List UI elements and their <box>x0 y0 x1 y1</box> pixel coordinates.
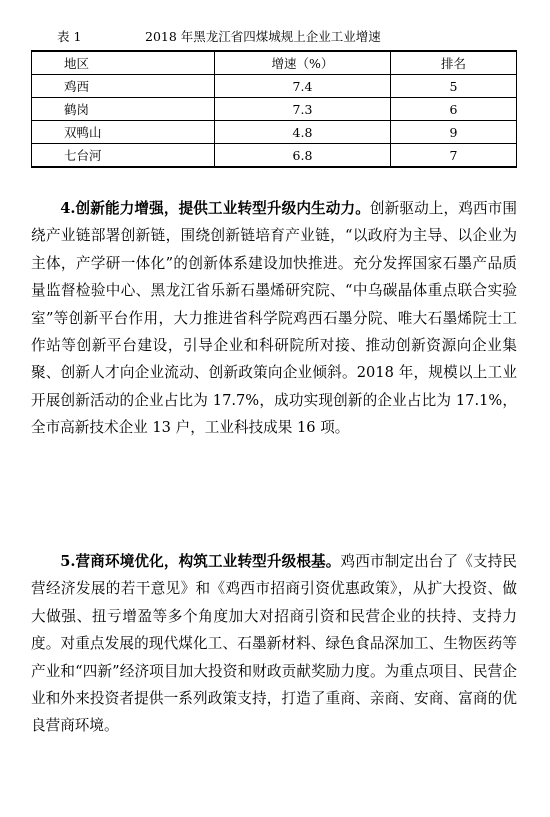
table-row <box>32 121 517 144</box>
section-4-paragraph <box>31 195 517 442</box>
column-header-growth: 增速（%） <box>215 51 391 75</box>
cell-rank: 5 <box>391 75 517 98</box>
growth-table <box>31 50 517 168</box>
cell-rank: 9 <box>391 121 517 144</box>
cell-region: 双鸭山 <box>32 121 215 144</box>
column-header-region: 地区 <box>32 51 215 75</box>
cell-rank: 6 <box>391 98 517 121</box>
cell-region: 七台河 <box>32 144 215 168</box>
table-row <box>32 75 517 98</box>
cell-growth: 7.3 <box>215 98 391 121</box>
section-5-paragraph <box>31 548 517 740</box>
cell-growth: 7.4 <box>215 75 391 98</box>
table-header-row <box>32 51 517 75</box>
section-4-body: 创新驱动上，鸡西市围绕产业链部署创新链，围绕创新链培育产业链，“以政府为主导、以企业为主体，产学研一体化”的创新体系建设加快推进。充分发挥国家石墨产品质量监督检验中心、黑龙江省乐新石墨烯研究院、“中乌碳晶体重点联合实验室”等创新平台作用，大力推进省科学院鸡西石墨分院、唯大石墨烯院士工作站等创新平台建设，引导企业和科研院所对接、推动创新资源向企业集聚、创新人才向企业流动、创新政策向企业倾斜。2018 年，规模以上工业开展创新活动的企业占比为 17.7%，成功实现创新的企业占比为 17.1%，全市高新技术企业 13 户，工业科技成果 16 项。 <box>31 200 517 437</box>
cell-region: 鹤岗 <box>32 98 215 121</box>
table-title: 2018 年黑龙江省四煤城规上企业工业增速 <box>145 29 381 44</box>
table-row <box>32 98 517 121</box>
section-4-heading: 4.创新能力增强，提供工业转型升级内生动力。 <box>60 200 370 217</box>
cell-growth: 4.8 <box>215 121 391 144</box>
section-5-body: 鸡西市制定出台了《支持民营经济发展的若干意见》和《鸡西市招商引资优惠政策》，从扩大投资、做大做强、扭亏增盈等多个角度加大对招商引资和民营企业的扶持、支持力度。对重点发展的现代煤化工、石墨新材料、绿色食品深加工、生物医药等产业和“四新”经济项目加大投资和财政贡献奖励力度。为重点项目、民营企业和外来投资者提供一系列政策支持，打造了重商、亲商、安商、富商的优良营商环境。 <box>31 553 517 735</box>
table-row <box>32 144 517 168</box>
table-caption <box>57 27 517 45</box>
table-label: 表 1 <box>57 29 82 44</box>
cell-rank: 7 <box>391 144 517 168</box>
section-5-heading: 5.营商环境优化，构筑工业转型升级根基。 <box>60 553 341 570</box>
column-header-rank: 排名 <box>391 51 517 75</box>
cell-region: 鸡西 <box>32 75 215 98</box>
cell-growth: 6.8 <box>215 144 391 168</box>
